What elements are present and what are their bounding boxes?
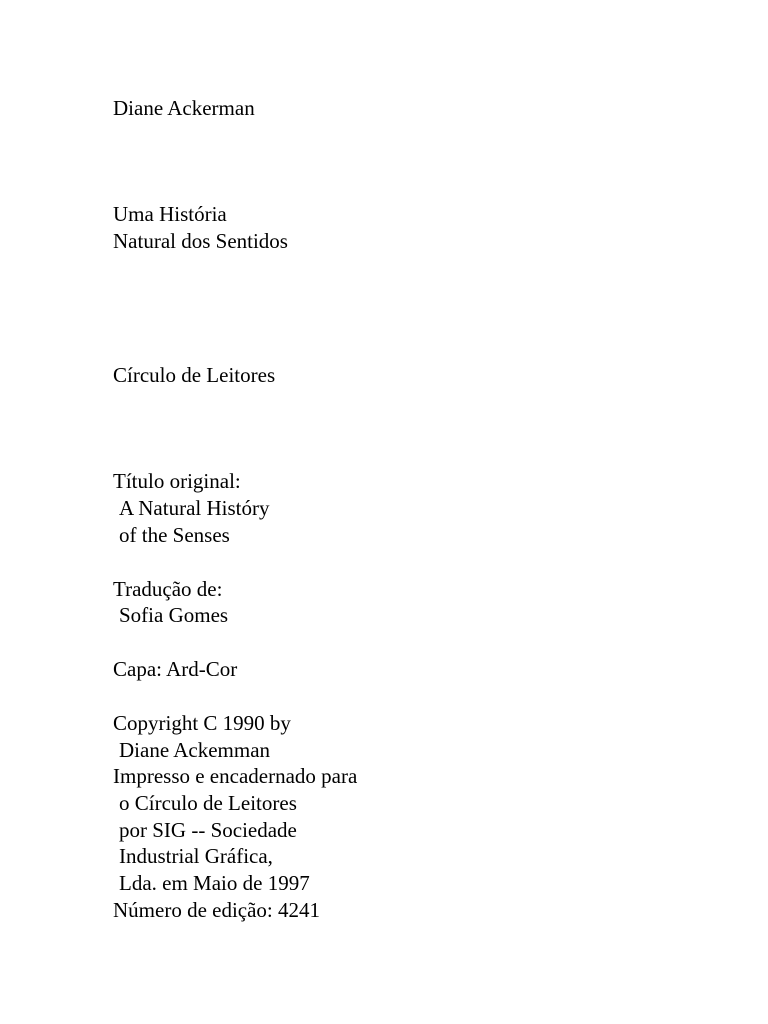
printing-line-4: Industrial Gráfica, xyxy=(119,844,273,868)
original-title-line-1: A Natural Históry xyxy=(119,496,270,520)
translation-label: Tradução de: xyxy=(113,577,223,601)
author-name: Diane Ackerman xyxy=(113,96,255,120)
book-title-line-1: Uma História xyxy=(113,202,227,226)
printing-line-3: por SIG -- Sociedade xyxy=(119,818,297,842)
book-title-line-2: Natural dos Sentidos xyxy=(113,229,288,253)
printing-line-5: Lda. em Maio de 1997 xyxy=(119,871,310,895)
edition-number: Número de edição: 4241 xyxy=(113,898,321,922)
translator-name: Sofia Gomes xyxy=(119,603,229,627)
cover-credit: Capa: Ard-Cor xyxy=(113,657,238,681)
original-title-label: Título original: xyxy=(113,469,241,493)
copyright-line: Copyright C 1990 by xyxy=(113,711,291,735)
printing-line-2: o Círculo de Leitores xyxy=(119,791,297,815)
publisher-name: Círculo de Leitores xyxy=(113,363,276,387)
printing-line-1: Impresso e encadernado para xyxy=(113,764,358,788)
original-title-line-2: of the Senses xyxy=(119,523,230,547)
copyright-holder: Diane Ackemman xyxy=(119,738,271,762)
